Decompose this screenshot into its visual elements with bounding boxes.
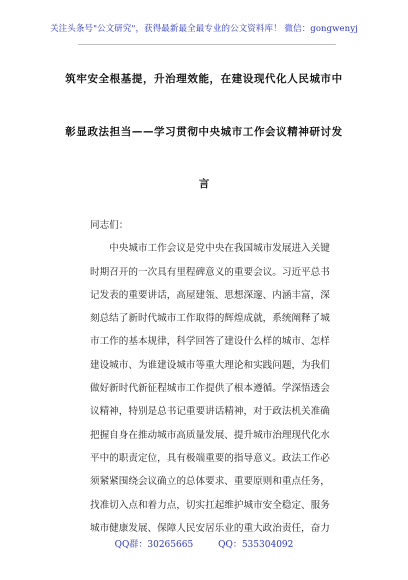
document-title-line-3: 言: [198, 178, 210, 190]
footer-qq-group: QQ群：30265665: [114, 540, 194, 550]
document-title-line-1: 筑牢安全根基提，升治理效能，在建设现代化人民城市中: [65, 73, 343, 85]
body-line: 城市健康发展、保障人民安居乐业的重大政治责任，奋力: [90, 522, 330, 534]
document-title-line-2: 彰显政法担当——学习贯彻中央城市工作会议精神研讨发: [65, 126, 343, 138]
body-line: 找准切入点和着力点，切实扛起维护城市安全稳定、服务: [90, 499, 330, 511]
body-line: 刻总结了新时代城市工作取得的辉煌成就，系统阐释了城: [90, 313, 330, 325]
body-line: 中央城市工作会议是党中央在我国城市发展进入关键: [90, 243, 330, 255]
footer-qq-number: QQ：535304092: [218, 540, 294, 550]
salutation: 同志们：: [90, 220, 129, 231]
document-body: [90, 214, 348, 540]
body-line: 议精神，特别是总书记重要讲话精神，对于政法机关准确: [90, 406, 330, 418]
body-line: 平中的职责定位，具有极端重要的指导意义。政法工作必: [90, 452, 330, 464]
header-divider: [78, 44, 336, 45]
body-line: 把握自身在推动城市高质量发展、提升城市治理现代化水: [90, 429, 330, 441]
body-line: 时期召开的一次具有里程碑意义的重要会议。习近平总书: [90, 266, 330, 278]
body-line: 市工作的基本规律，科学回答了建设什么样的城市、怎样: [90, 336, 330, 348]
header-banner: 关注头条号"公文研究"，获得最新最全最专业的公文资料库！ 微信：gongwenyj: [50, 24, 358, 34]
body-line: 须紧紧围绕会议确立的总体要求、重要原则和重点任务，: [90, 476, 330, 488]
footer-contact: [0, 537, 408, 550]
body-line: 做好新时代新征程城市工作提供了根本遵循。学深悟透会: [90, 383, 330, 395]
body-line: 建设城市、为谁建设城市等重大理论和实践问题，为我们: [90, 359, 330, 371]
body-line: 记发表的重要讲话，高屋建瓴、思想深邃、内涵丰富，深: [90, 289, 330, 301]
